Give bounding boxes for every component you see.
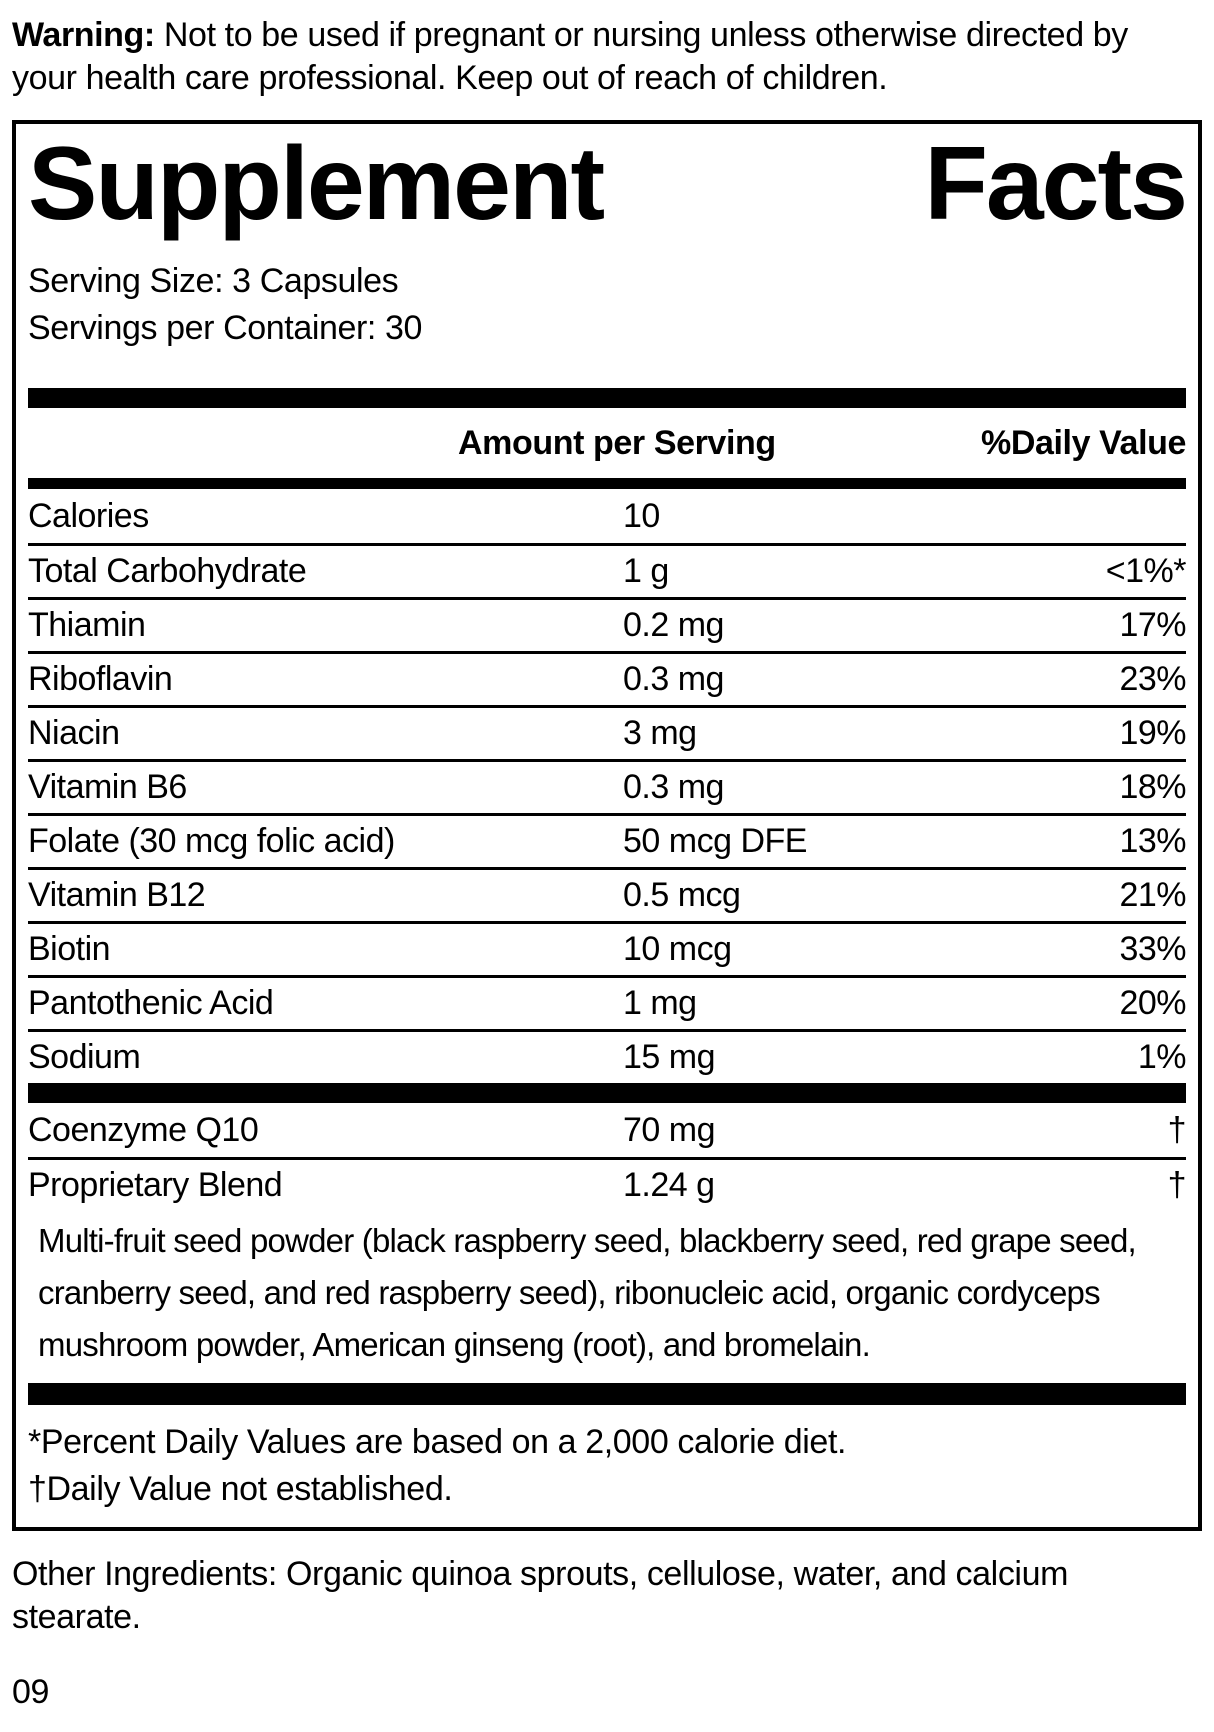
nutrient-row bbox=[28, 705, 1186, 759]
blend-name: Proprietary Blend bbox=[28, 1166, 283, 1204]
footnote: *Percent Daily Values are based on a 2,000 calorie diet. bbox=[28, 1423, 847, 1461]
nutrient-daily-value: 23% bbox=[1119, 660, 1186, 698]
column-header-daily-value: %Daily Value bbox=[981, 423, 1186, 462]
nutrient-row bbox=[28, 867, 1186, 921]
blend-row bbox=[28, 1103, 1186, 1157]
nutrient-daily-value: 21% bbox=[1119, 876, 1186, 914]
nutrient-amount: 0.3 mg bbox=[623, 660, 724, 698]
panel-title: Supplement Facts bbox=[28, 126, 1186, 242]
nutrient-daily-value: 1% bbox=[1137, 1038, 1186, 1076]
divider-bar-thick bbox=[28, 1383, 1186, 1405]
other-ingredients-text: Organic quinoa sprouts, cellulose, water, and calcium stearate. bbox=[12, 1555, 1068, 1636]
nutrient-name: Niacin bbox=[28, 714, 120, 752]
nutrient-row bbox=[28, 921, 1186, 975]
nutrient-name: Biotin bbox=[28, 930, 111, 968]
nutrient-daily-value: 17% bbox=[1119, 606, 1186, 644]
divider-bar-medium bbox=[28, 478, 1186, 489]
nutrient-name: Pantothenic Acid bbox=[28, 984, 274, 1022]
blend-row bbox=[28, 1157, 1186, 1211]
nutrient-name: Vitamin B6 bbox=[28, 768, 187, 806]
nutrient-amount: 0.3 mg bbox=[623, 768, 724, 806]
supplement-facts-panel bbox=[12, 120, 1202, 1531]
serving-size: Serving Size: 3 Capsules bbox=[28, 262, 399, 300]
footnotes bbox=[28, 1419, 1186, 1513]
blend-daily-value: † bbox=[1167, 1110, 1186, 1149]
table-header-row bbox=[28, 408, 1186, 478]
nutrient-name: Riboflavin bbox=[28, 660, 173, 698]
other-ingredients bbox=[12, 1553, 1177, 1639]
footnote: †Daily Value not established. bbox=[28, 1470, 453, 1508]
blend-amount: 70 mg bbox=[623, 1110, 715, 1149]
column-header-amount: Amount per Serving bbox=[458, 423, 776, 462]
blend-name: Coenzyme Q10 bbox=[28, 1110, 259, 1149]
blend-daily-value: † bbox=[1167, 1166, 1186, 1204]
nutrient-daily-value: 13% bbox=[1119, 822, 1186, 860]
nutrient-daily-value: 18% bbox=[1119, 768, 1186, 806]
nutrient-daily-value: 20% bbox=[1119, 984, 1186, 1022]
nutrient-daily-value: 19% bbox=[1119, 714, 1186, 752]
warning-body: Not to be used if pregnant or nursing unless otherwise directed by your health care professional. Keep out of reach of children. bbox=[12, 16, 1128, 97]
nutrient-name: Thiamin bbox=[28, 606, 146, 644]
nutrient-amount: 3 mg bbox=[623, 714, 697, 752]
nutrient-row bbox=[28, 759, 1186, 813]
nutrient-amount: 0.2 mg bbox=[623, 606, 724, 644]
nutrient-row bbox=[28, 651, 1186, 705]
nutrient-name: Total Carbohydrate bbox=[28, 552, 307, 590]
warning-label: Warning: bbox=[12, 16, 155, 54]
nutrient-row bbox=[28, 1029, 1186, 1083]
nutrient-amount: 15 mg bbox=[623, 1038, 715, 1076]
nutrient-amount: 1 mg bbox=[623, 984, 697, 1022]
nutrient-daily-value: <1%* bbox=[1105, 552, 1186, 590]
nutrient-name: Vitamin B12 bbox=[28, 876, 206, 914]
nutrient-daily-value: 33% bbox=[1119, 930, 1186, 968]
nutrient-amount: 10 bbox=[623, 496, 660, 535]
footer-code: 09 bbox=[12, 1673, 50, 1711]
nutrient-table bbox=[28, 489, 1186, 1083]
blend-description: Multi-fruit seed powder (black raspberry seed, blackberry seed, red grape seed, cranberry seed, and red raspberry seed), ribonucleic acid, organic cordyceps mushroom powder, American ginseng (root), and bromelain. bbox=[38, 1222, 1136, 1363]
nutrient-amount: 0.5 mcg bbox=[623, 876, 741, 914]
nutrient-name: Folate (30 mcg folic acid) bbox=[28, 822, 395, 860]
nutrient-row bbox=[28, 975, 1186, 1029]
divider-bar-thick bbox=[28, 1083, 1186, 1103]
servings-per-container: Servings per Container: 30 bbox=[28, 309, 423, 347]
nutrient-amount: 10 mcg bbox=[623, 930, 732, 968]
warning-text bbox=[12, 14, 1162, 100]
nutrient-row bbox=[28, 597, 1186, 651]
divider-bar-thick bbox=[28, 388, 1186, 408]
nutrient-amount: 50 mcg DFE bbox=[623, 822, 807, 860]
other-ingredients-label: Other Ingredients: bbox=[12, 1555, 277, 1593]
nutrient-name: Calories bbox=[28, 496, 149, 535]
nutrient-row bbox=[28, 543, 1186, 597]
nutrient-row bbox=[28, 813, 1186, 867]
blend-table bbox=[28, 1103, 1186, 1211]
nutrient-name: Sodium bbox=[28, 1038, 141, 1076]
nutrient-row bbox=[28, 489, 1186, 543]
nutrient-amount: 1 g bbox=[623, 552, 669, 590]
blend-amount: 1.24 g bbox=[623, 1166, 715, 1204]
